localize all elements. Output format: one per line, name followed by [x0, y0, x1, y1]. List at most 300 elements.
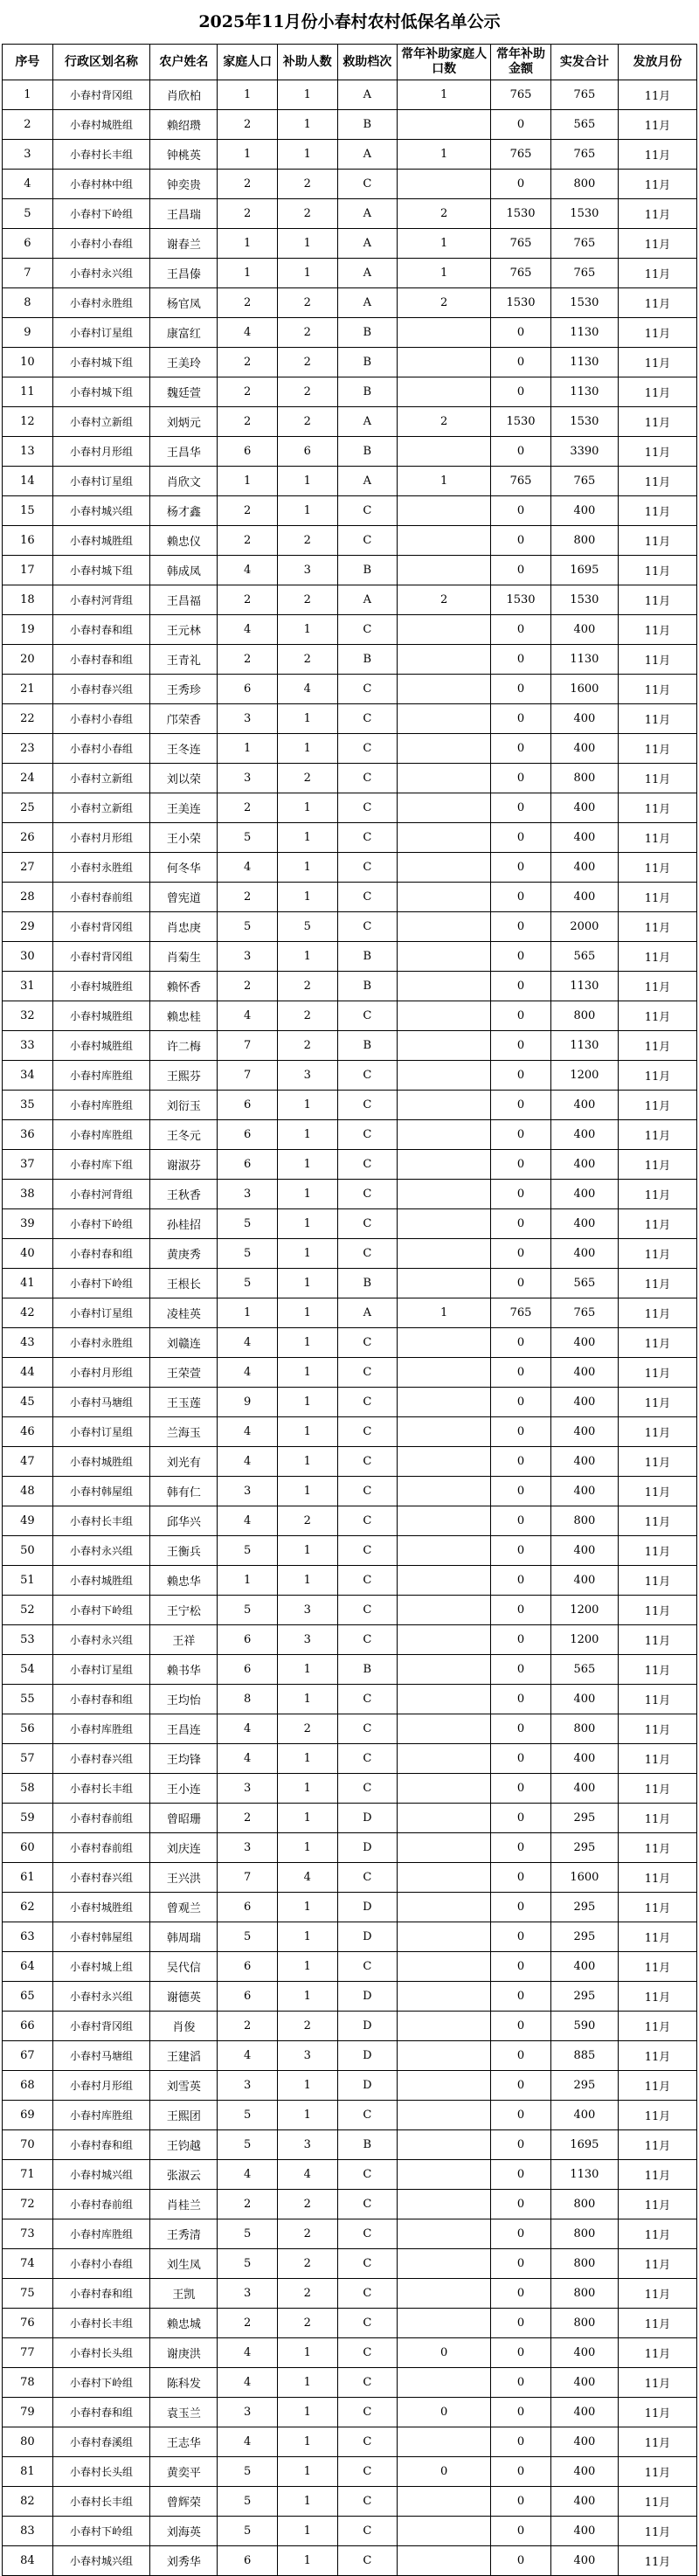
cell-index: 73 [3, 2219, 53, 2249]
table-row [3, 199, 697, 229]
cell-aided-count: 1 [277, 1298, 337, 1328]
cell-month: 11月 [618, 407, 696, 437]
cell-region: 小春村春前组 [52, 1833, 149, 1863]
cell-regular-aid-amount: 0 [491, 1120, 551, 1150]
cell-total: 400 [550, 734, 618, 764]
cell-region: 小春村春和组 [52, 1685, 149, 1714]
cell-region: 小春村永兴组 [52, 1536, 149, 1566]
cell-regular-aid-count [398, 645, 491, 675]
cell-index: 1 [3, 80, 53, 110]
cell-region: 小春村月形组 [52, 437, 149, 467]
cell-regular-aid-count [398, 1180, 491, 1209]
cell-total: 565 [550, 1655, 618, 1685]
cell-total: 1530 [550, 585, 618, 615]
table-row [3, 972, 697, 1001]
cell-index: 54 [3, 1655, 53, 1685]
cell-aided-count: 6 [277, 437, 337, 467]
cell-total: 1530 [550, 199, 618, 229]
cell-regular-aid-count [398, 377, 491, 407]
cell-total: 400 [550, 1774, 618, 1804]
cell-index: 7 [3, 259, 53, 288]
cell-total: 400 [550, 704, 618, 734]
cell-region: 小春村城胜组 [52, 1001, 149, 1031]
header-regular-aid-amount: 常年补助金额 [491, 45, 551, 80]
cell-month: 11月 [618, 1714, 696, 1744]
table-row [3, 2190, 697, 2219]
cell-month: 11月 [618, 2368, 696, 2398]
cell-regular-aid-count [398, 526, 491, 556]
table-row [3, 1774, 697, 1804]
cell-regular-aid-amount: 0 [491, 615, 551, 645]
cell-regular-aid-amount: 765 [491, 467, 551, 496]
cell-month: 11月 [618, 1239, 696, 1269]
cell-total: 400 [550, 1536, 618, 1566]
cell-aided-count: 1 [277, 1417, 337, 1447]
cell-region: 小春村城下组 [52, 556, 149, 585]
table-row [3, 675, 697, 704]
cell-aid-level: C [337, 1506, 398, 1536]
cell-household-size: 5 [218, 2101, 278, 2130]
cell-regular-aid-count [398, 1596, 491, 1625]
cell-total: 1200 [550, 1596, 618, 1625]
cell-month: 11月 [618, 2338, 696, 2368]
cell-index: 8 [3, 288, 53, 318]
cell-regular-aid-amount: 0 [491, 556, 551, 585]
cell-aid-level: B [337, 437, 398, 467]
cell-household-size: 3 [218, 2071, 278, 2101]
cell-regular-aid-amount: 0 [491, 2249, 551, 2279]
cell-region: 小春村长头组 [52, 2338, 149, 2368]
cell-total: 765 [550, 229, 618, 259]
cell-household-size: 4 [218, 1714, 278, 1744]
cell-aided-count: 3 [277, 2130, 337, 2160]
table-row [3, 1804, 697, 1833]
cell-aid-level: C [337, 1625, 398, 1655]
cell-name: 王玉莲 [150, 1388, 218, 1417]
cell-household-size: 4 [218, 2338, 278, 2368]
cell-aided-count: 3 [277, 2041, 337, 2071]
cell-household-size: 6 [218, 437, 278, 467]
cell-regular-aid-count [398, 1150, 491, 1180]
cell-regular-aid-amount: 0 [491, 1596, 551, 1625]
cell-aid-level: A [337, 80, 398, 110]
cell-month: 11月 [618, 1091, 696, 1120]
cell-regular-aid-count [398, 348, 491, 377]
cell-aid-level: C [337, 1952, 398, 1982]
cell-region: 小春村城上组 [52, 1952, 149, 1982]
cell-aided-count: 2 [277, 1714, 337, 1744]
table-row [3, 1269, 697, 1298]
cell-total: 400 [550, 2368, 618, 2398]
cell-index: 59 [3, 1804, 53, 1833]
cell-aided-count: 1 [277, 1982, 337, 2012]
cell-aid-level: B [337, 942, 398, 972]
cell-household-size: 3 [218, 704, 278, 734]
cell-index: 31 [3, 972, 53, 1001]
cell-aid-level: D [337, 2012, 398, 2041]
cell-index: 24 [3, 764, 53, 793]
subsistence-allowance-table [2, 44, 697, 2576]
cell-name: 袁玉兰 [150, 2398, 218, 2427]
cell-household-size: 6 [218, 1625, 278, 1655]
cell-aided-count: 1 [277, 1893, 337, 1922]
cell-index: 9 [3, 318, 53, 348]
cell-month: 11月 [618, 2101, 696, 2130]
table-row [3, 1417, 697, 1447]
cell-household-size: 1 [218, 734, 278, 764]
table-row [3, 348, 697, 377]
cell-region: 小春村城胜组 [52, 1566, 149, 1596]
table-row [3, 2427, 697, 2457]
cell-aided-count: 1 [277, 2546, 337, 2576]
cell-month: 11月 [618, 2041, 696, 2071]
cell-index: 49 [3, 1506, 53, 1536]
cell-regular-aid-amount: 0 [491, 1209, 551, 1239]
cell-total: 400 [550, 883, 618, 912]
cell-aided-count: 2 [277, 348, 337, 377]
cell-household-size: 4 [218, 556, 278, 585]
cell-region: 小春村春和组 [52, 2398, 149, 2427]
cell-month: 11月 [618, 2279, 696, 2309]
cell-index: 74 [3, 2249, 53, 2279]
table-row [3, 883, 697, 912]
cell-regular-aid-count [398, 1833, 491, 1863]
cell-household-size: 5 [218, 1239, 278, 1269]
cell-regular-aid-amount: 0 [491, 853, 551, 883]
cell-household-size: 5 [218, 912, 278, 942]
header-month: 发放月份 [618, 45, 696, 80]
cell-aid-level: C [337, 1209, 398, 1239]
cell-name: 韩有仁 [150, 1477, 218, 1506]
cell-aid-level: C [337, 1447, 398, 1477]
cell-month: 11月 [618, 1061, 696, 1091]
cell-regular-aid-count [398, 1477, 491, 1506]
cell-total: 400 [550, 1328, 618, 1358]
cell-aid-level: C [337, 1417, 398, 1447]
cell-regular-aid-amount: 0 [491, 793, 551, 823]
table-row [3, 2160, 697, 2190]
cell-name: 赖怀香 [150, 972, 218, 1001]
cell-household-size: 3 [218, 1833, 278, 1863]
cell-total: 765 [550, 80, 618, 110]
cell-region: 小春村城胜组 [52, 972, 149, 1001]
cell-household-size: 1 [218, 229, 278, 259]
cell-name: 肖欣文 [150, 467, 218, 496]
cell-index: 70 [3, 2130, 53, 2160]
cell-region: 小春村订星组 [52, 467, 149, 496]
cell-aided-count: 1 [277, 1685, 337, 1714]
cell-regular-aid-amount: 765 [491, 259, 551, 288]
cell-region: 小春村小春组 [52, 734, 149, 764]
cell-aid-level: C [337, 764, 398, 793]
cell-index: 36 [3, 1120, 53, 1150]
cell-aided-count: 1 [277, 1447, 337, 1477]
cell-household-size: 7 [218, 1863, 278, 1893]
cell-regular-aid-count [398, 2309, 491, 2338]
cell-regular-aid-count [398, 2160, 491, 2190]
cell-index: 20 [3, 645, 53, 675]
cell-name: 王志华 [150, 2427, 218, 2457]
cell-regular-aid-count [398, 1863, 491, 1893]
cell-regular-aid-count: 1 [398, 467, 491, 496]
table-row [3, 2338, 697, 2368]
cell-region: 小春村库胜组 [52, 1061, 149, 1091]
table-row [3, 1982, 697, 2012]
cell-name: 邝荣香 [150, 704, 218, 734]
cell-name: 王宁松 [150, 1596, 218, 1625]
cell-regular-aid-count: 1 [398, 140, 491, 170]
cell-aid-level: A [337, 199, 398, 229]
cell-region: 小春村长丰组 [52, 2309, 149, 2338]
cell-aided-count: 1 [277, 823, 337, 853]
cell-month: 11月 [618, 1625, 696, 1655]
cell-regular-aid-count: 1 [398, 1298, 491, 1328]
cell-month: 11月 [618, 80, 696, 110]
cell-regular-aid-count [398, 1982, 491, 2012]
cell-aid-level: D [337, 1893, 398, 1922]
cell-regular-aid-count [398, 704, 491, 734]
cell-aided-count: 2 [277, 1506, 337, 1536]
cell-total: 400 [550, 793, 618, 823]
cell-aided-count: 1 [277, 2398, 337, 2427]
cell-aided-count: 1 [277, 1922, 337, 1952]
cell-regular-aid-amount: 1530 [491, 407, 551, 437]
cell-household-size: 4 [218, 1447, 278, 1477]
cell-regular-aid-count [398, 764, 491, 793]
cell-regular-aid-amount: 0 [491, 972, 551, 1001]
cell-total: 400 [550, 1358, 618, 1388]
cell-total: 400 [550, 1388, 618, 1417]
cell-index: 58 [3, 1774, 53, 1804]
cell-aided-count: 1 [277, 883, 337, 912]
page-title: 2025年11月份小春村农村低保名单公示 [198, 12, 501, 31]
cell-total: 885 [550, 2041, 618, 2071]
cell-index: 81 [3, 2457, 53, 2487]
cell-month: 11月 [618, 377, 696, 407]
table-row [3, 496, 697, 526]
cell-regular-aid-amount: 765 [491, 140, 551, 170]
cell-name: 王熙团 [150, 2101, 218, 2130]
cell-regular-aid-count [398, 2130, 491, 2160]
cell-total: 1530 [550, 407, 618, 437]
cell-aid-level: B [337, 348, 398, 377]
cell-region: 小春村下岭组 [52, 2368, 149, 2398]
cell-region: 小春村订星组 [52, 318, 149, 348]
cell-name: 王美玲 [150, 348, 218, 377]
cell-household-size: 2 [218, 2012, 278, 2041]
cell-name: 曾昭珊 [150, 1804, 218, 1833]
cell-regular-aid-amount: 0 [491, 2130, 551, 2160]
cell-region: 小春村月形组 [52, 823, 149, 853]
table-row [3, 853, 697, 883]
cell-aided-count: 1 [277, 2487, 337, 2517]
cell-aid-level: C [337, 2190, 398, 2219]
cell-regular-aid-count [398, 2219, 491, 2249]
cell-name: 韩成凤 [150, 556, 218, 585]
table-row [3, 2546, 697, 2576]
cell-region: 小春村河背组 [52, 1180, 149, 1209]
cell-regular-aid-count [398, 1625, 491, 1655]
cell-month: 11月 [618, 437, 696, 467]
cell-month: 11月 [618, 1774, 696, 1804]
cell-aided-count: 2 [277, 407, 337, 437]
cell-total: 3390 [550, 437, 618, 467]
cell-region: 小春村永胜组 [52, 288, 149, 318]
cell-month: 11月 [618, 288, 696, 318]
cell-regular-aid-count [398, 1655, 491, 1685]
cell-total: 400 [550, 1209, 618, 1239]
cell-regular-aid-count [398, 1744, 491, 1774]
cell-regular-aid-amount: 0 [491, 1506, 551, 1536]
cell-regular-aid-count [398, 110, 491, 140]
cell-aid-level: D [337, 1922, 398, 1952]
cell-total: 400 [550, 2398, 618, 2427]
cell-index: 27 [3, 853, 53, 883]
cell-regular-aid-amount: 0 [491, 1358, 551, 1388]
cell-regular-aid-count [398, 2071, 491, 2101]
table-row [3, 377, 697, 407]
cell-regular-aid-count: 2 [398, 288, 491, 318]
cell-regular-aid-amount: 0 [491, 2279, 551, 2309]
cell-index: 14 [3, 467, 53, 496]
cell-aided-count: 1 [277, 1774, 337, 1804]
cell-regular-aid-count [398, 615, 491, 645]
cell-regular-aid-amount: 0 [491, 1417, 551, 1447]
cell-name: 钟奕贵 [150, 170, 218, 199]
table-row [3, 526, 697, 556]
cell-name: 王均锋 [150, 1744, 218, 1774]
cell-total: 765 [550, 259, 618, 288]
cell-month: 11月 [618, 1358, 696, 1388]
cell-aided-count: 2 [277, 199, 337, 229]
cell-regular-aid-amount: 0 [491, 1655, 551, 1685]
cell-household-size: 7 [218, 1061, 278, 1091]
cell-regular-aid-amount: 0 [491, 764, 551, 793]
cell-aided-count: 3 [277, 1596, 337, 1625]
cell-month: 11月 [618, 615, 696, 645]
cell-total: 800 [550, 2279, 618, 2309]
cell-total: 400 [550, 496, 618, 526]
cell-aid-level: B [337, 318, 398, 348]
cell-aided-count: 2 [277, 288, 337, 318]
cell-aided-count: 1 [277, 229, 337, 259]
cell-index: 53 [3, 1625, 53, 1655]
cell-household-size: 1 [218, 467, 278, 496]
cell-name: 王钧越 [150, 2130, 218, 2160]
cell-aid-level: C [337, 2249, 398, 2279]
table-row [3, 1209, 697, 1239]
cell-name: 王元林 [150, 615, 218, 645]
table-row [3, 1922, 697, 1952]
cell-aided-count: 1 [277, 496, 337, 526]
cell-region: 小春村永兴组 [52, 1625, 149, 1655]
cell-name: 刘以荣 [150, 764, 218, 793]
cell-household-size: 5 [218, 1596, 278, 1625]
table-row [3, 1744, 697, 1774]
header-name: 农户姓名 [150, 45, 218, 80]
cell-index: 33 [3, 1031, 53, 1061]
cell-aid-level: D [337, 2071, 398, 2101]
cell-region: 小春村永兴组 [52, 1982, 149, 2012]
cell-name: 刘光有 [150, 1447, 218, 1477]
cell-regular-aid-count [398, 2041, 491, 2071]
cell-aid-level: D [337, 1982, 398, 2012]
cell-aid-level: C [337, 2160, 398, 2190]
cell-name: 刘赣连 [150, 1328, 218, 1358]
cell-region: 小春村城兴组 [52, 496, 149, 526]
cell-household-size: 5 [218, 823, 278, 853]
cell-aid-level: C [337, 1685, 398, 1714]
cell-name: 王昌傣 [150, 259, 218, 288]
cell-index: 15 [3, 496, 53, 526]
cell-month: 11月 [618, 2546, 696, 2576]
cell-total: 400 [550, 1180, 618, 1209]
table-row [3, 2130, 697, 2160]
table-row [3, 1625, 697, 1655]
cell-index: 55 [3, 1685, 53, 1714]
cell-aid-level: B [337, 2130, 398, 2160]
cell-regular-aid-amount: 0 [491, 2427, 551, 2457]
cell-aid-level: C [337, 704, 398, 734]
cell-household-size: 2 [218, 883, 278, 912]
cell-month: 11月 [618, 1388, 696, 1417]
cell-household-size: 2 [218, 1804, 278, 1833]
cell-aid-level: C [337, 2457, 398, 2487]
cell-total: 1600 [550, 1863, 618, 1893]
cell-region: 小春村订星组 [52, 1417, 149, 1447]
cell-index: 79 [3, 2398, 53, 2427]
cell-household-size: 4 [218, 2041, 278, 2071]
cell-month: 11月 [618, 764, 696, 793]
cell-name: 王衡兵 [150, 1536, 218, 1566]
table-row [3, 2398, 697, 2427]
cell-regular-aid-amount: 0 [491, 2487, 551, 2517]
cell-regular-aid-count [398, 1714, 491, 1744]
cell-region: 小春村长头组 [52, 2457, 149, 2487]
cell-aided-count: 1 [277, 1744, 337, 1774]
cell-aid-level: C [337, 2219, 398, 2249]
cell-index: 5 [3, 199, 53, 229]
cell-aided-count: 2 [277, 1031, 337, 1061]
cell-regular-aid-amount: 0 [491, 1269, 551, 1298]
table-row [3, 1477, 697, 1506]
cell-aid-level: C [337, 2368, 398, 2398]
cell-aided-count: 1 [277, 1269, 337, 1298]
cell-household-size: 4 [218, 318, 278, 348]
cell-index: 26 [3, 823, 53, 853]
cell-index: 46 [3, 1417, 53, 1447]
cell-month: 11月 [618, 2130, 696, 2160]
cell-month: 11月 [618, 942, 696, 972]
cell-household-size: 4 [218, 1358, 278, 1388]
cell-aid-level: C [337, 2309, 398, 2338]
table-row [3, 1120, 697, 1150]
cell-aided-count: 3 [277, 556, 337, 585]
table-row [3, 2309, 697, 2338]
cell-month: 11月 [618, 585, 696, 615]
cell-aid-level: C [337, 1150, 398, 1180]
cell-month: 11月 [618, 1922, 696, 1952]
cell-aid-level: C [337, 1536, 398, 1566]
cell-total: 800 [550, 1506, 618, 1536]
cell-name: 邱华兴 [150, 1506, 218, 1536]
cell-region: 小春村春和组 [52, 615, 149, 645]
table-row [3, 259, 697, 288]
cell-aided-count: 1 [277, 467, 337, 496]
cell-total: 1130 [550, 377, 618, 407]
cell-name: 孙桂招 [150, 1209, 218, 1239]
cell-region: 小春村长丰组 [52, 140, 149, 170]
